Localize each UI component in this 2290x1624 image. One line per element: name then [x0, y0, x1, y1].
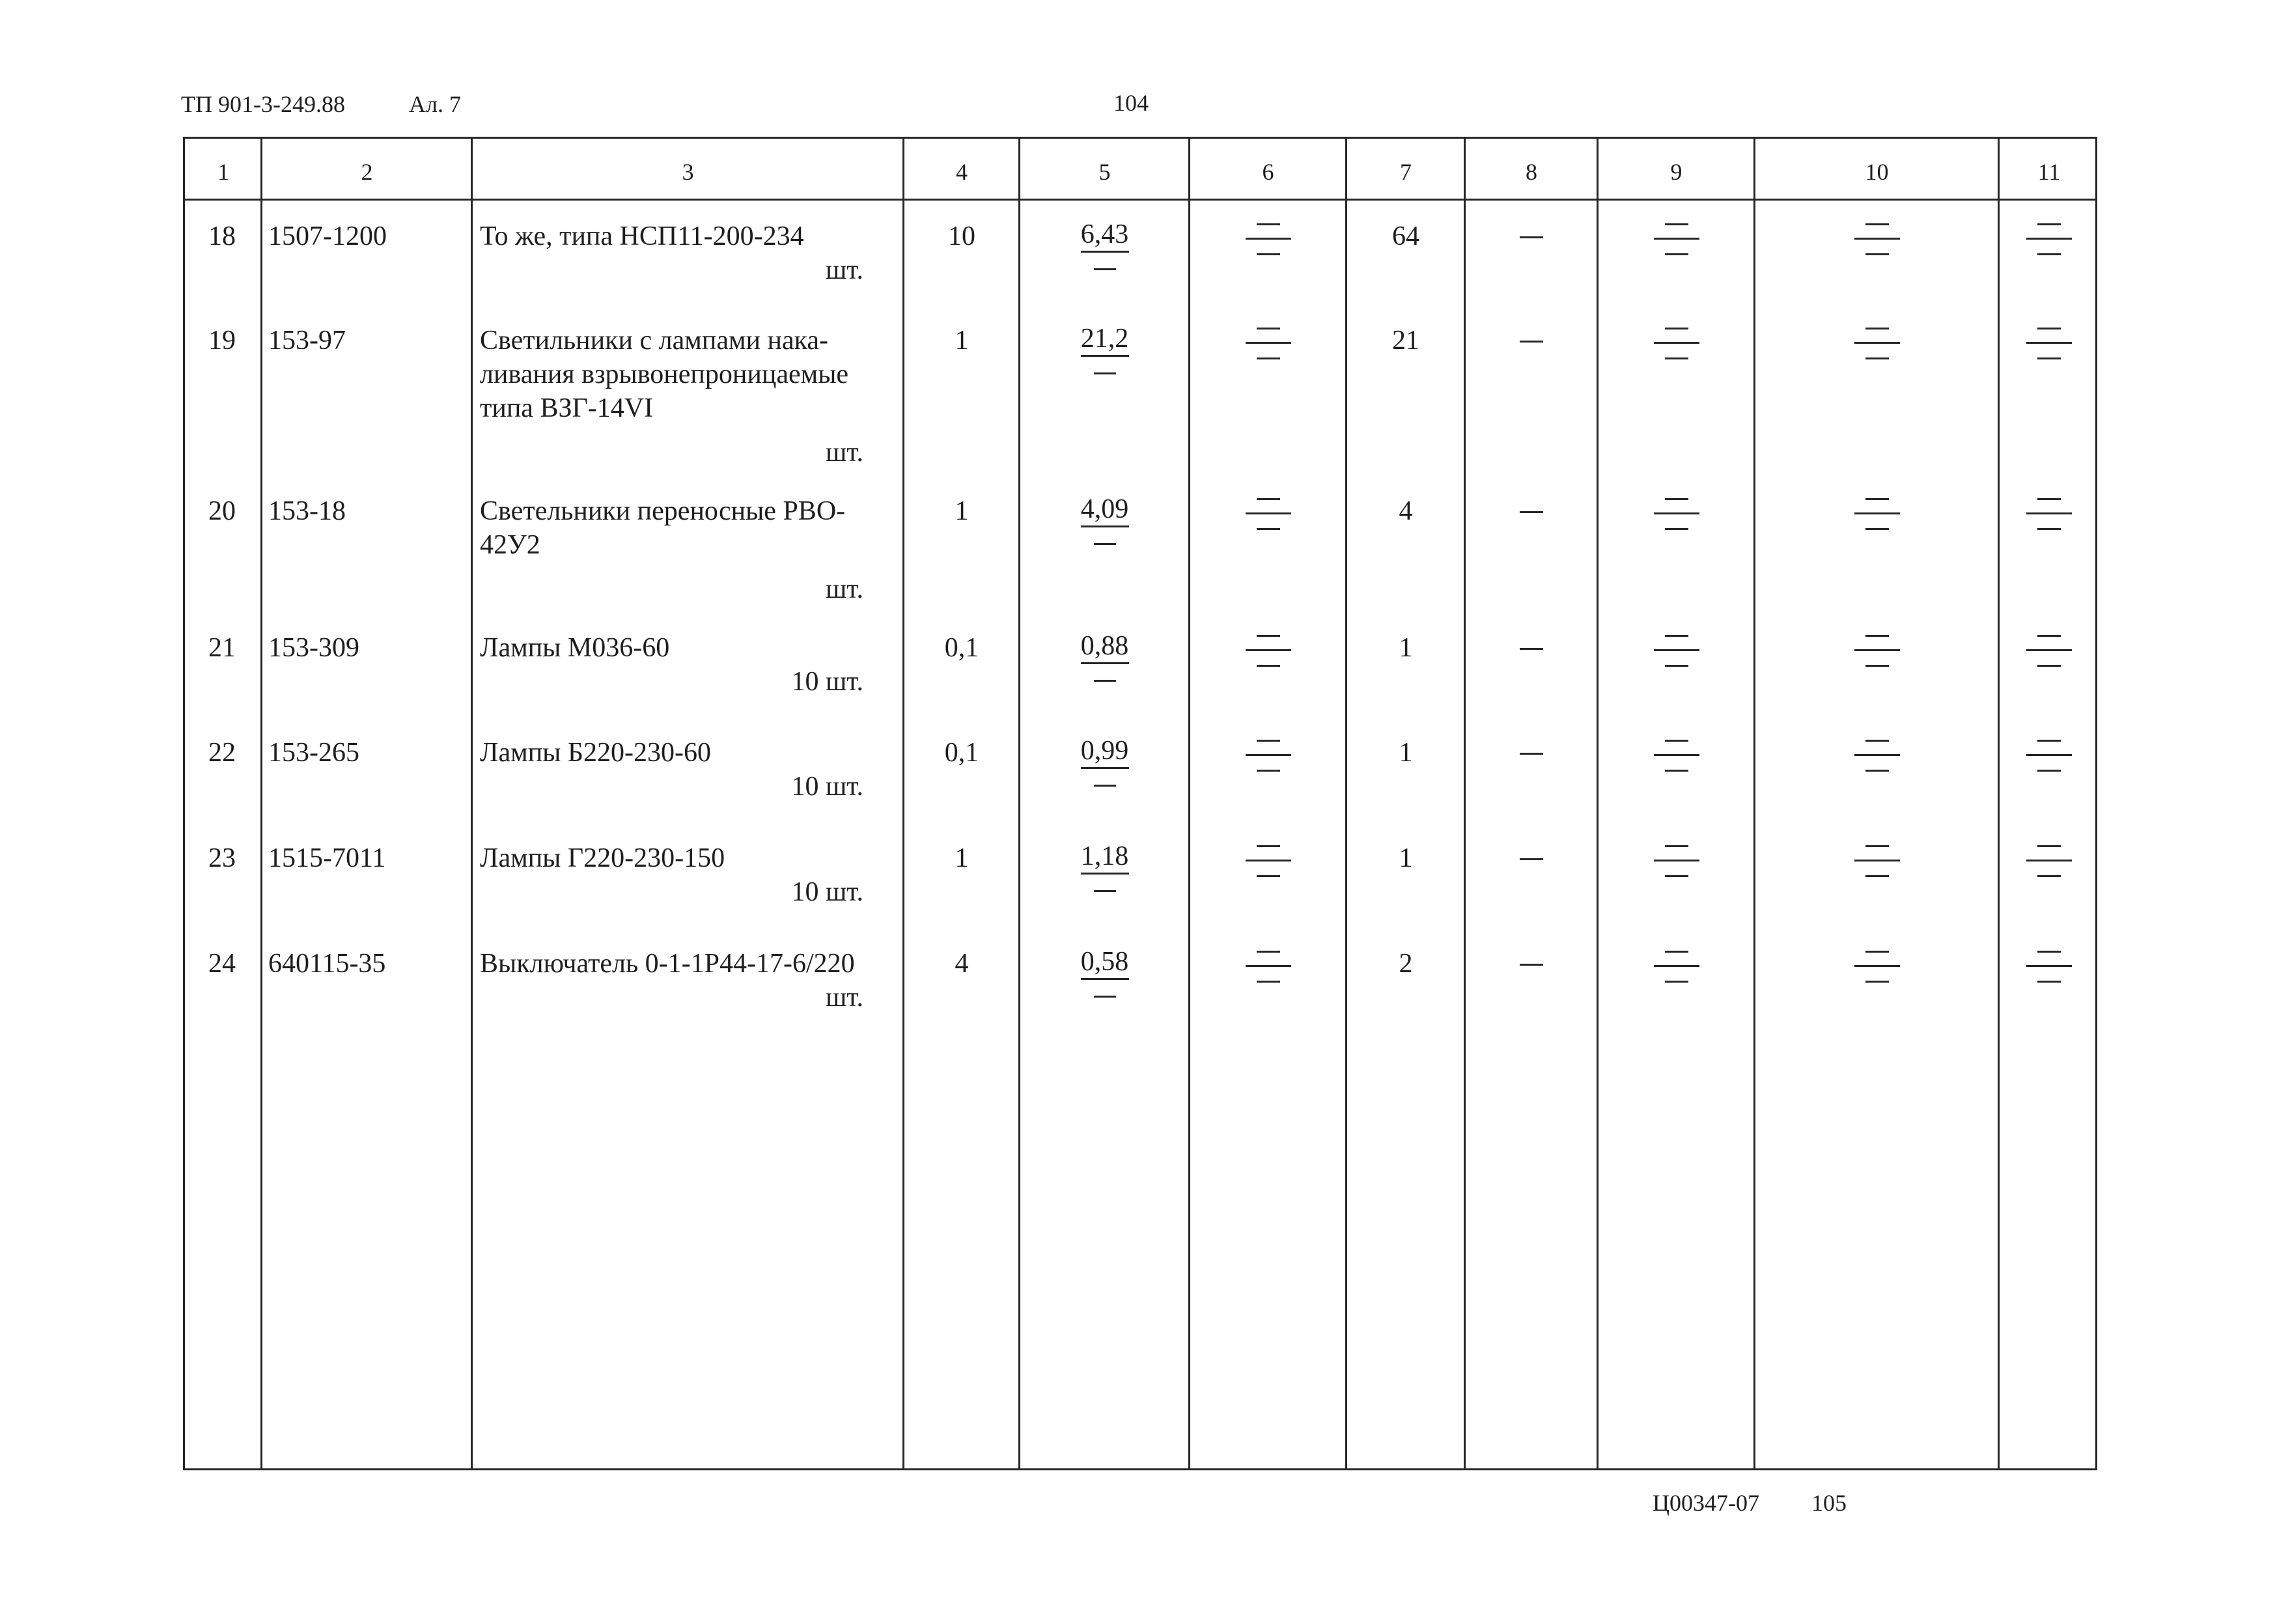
fraction-bar: [1081, 251, 1129, 253]
quantity: 0,1: [944, 738, 979, 768]
fraction-bar: [2026, 965, 2072, 967]
empty-dash: [1865, 223, 1889, 225]
header-separator: [185, 199, 2095, 201]
empty-dash: [1665, 740, 1688, 742]
empty-dash: [1665, 845, 1688, 847]
fraction-bar: [1654, 649, 1699, 651]
fraction-bar: [1081, 662, 1129, 664]
total-value: 1: [1399, 738, 1413, 768]
total-value: 2: [1399, 949, 1413, 979]
column-number: 9: [1670, 159, 1683, 185]
item-name-line: Лампы М036-60: [480, 633, 670, 663]
quantity: 1: [955, 326, 969, 356]
empty-dash: [1865, 981, 1889, 983]
empty-dash: [2037, 635, 2061, 637]
empty-dash: [1865, 845, 1889, 847]
empty-dash: [1257, 357, 1280, 359]
fraction-bar: [2026, 238, 2072, 240]
column-number: 11: [2037, 159, 2061, 185]
empty-dash: [1520, 648, 1543, 650]
quantity: 4: [955, 949, 969, 979]
column-number: 10: [1865, 159, 1889, 185]
column-number: 5: [1098, 159, 1111, 185]
empty-dash: [1665, 635, 1688, 637]
unit-price: [1059, 841, 1151, 892]
unit-price-value: 4,09: [1080, 494, 1129, 524]
empty-dash: [1257, 223, 1280, 225]
item-name-line: ливания взрывонепроницаемые: [480, 359, 849, 389]
empty-dash: [1257, 770, 1280, 772]
unit-price-value: 6,43: [1080, 219, 1129, 249]
empty-dash: [2037, 845, 2061, 847]
empty-dash: [2037, 253, 2061, 255]
empty-dash: [1665, 328, 1688, 329]
item-name-line: Лампы Б220-230-60: [480, 738, 711, 768]
item-code: 153-309: [268, 633, 359, 663]
row-number: 19: [208, 326, 236, 356]
total-value: 21: [1392, 326, 1419, 356]
empty-dash: [1094, 680, 1116, 682]
empty-dash: [1865, 770, 1889, 772]
column-divider: [1998, 139, 2000, 1468]
fraction-bar: [1081, 873, 1129, 875]
empty-dash: [1665, 981, 1688, 983]
unit-price: [1059, 494, 1151, 545]
empty-dash: [1520, 858, 1543, 860]
page-number: 104: [1113, 90, 1149, 116]
column-number: 1: [217, 159, 229, 185]
fraction-bar: [1654, 342, 1699, 344]
empty-dash: [1257, 635, 1280, 637]
empty-dash: [1665, 498, 1688, 500]
row-number: 22: [208, 738, 236, 768]
empty-dash: [1865, 357, 1889, 359]
empty-dash: [1094, 785, 1116, 787]
empty-dash: [2037, 770, 2061, 772]
fraction-bar: [1854, 860, 1900, 861]
fraction-bar: [1654, 512, 1699, 514]
footer-page-number: 105: [1811, 1490, 1847, 1516]
empty-dash: [1665, 875, 1688, 877]
column-number: 6: [1262, 159, 1274, 185]
empty-dash: [1665, 951, 1688, 953]
row-number: 24: [208, 949, 236, 979]
item-unit: шт.: [825, 574, 863, 604]
fraction-bar: [1081, 525, 1129, 527]
fraction-bar: [2026, 754, 2072, 756]
item-unit: 10 шт.: [791, 667, 863, 697]
empty-dash: [2037, 951, 2061, 953]
empty-dash: [1665, 770, 1688, 772]
empty-dash: [2037, 357, 2061, 359]
item-code: 640115-35: [268, 949, 386, 979]
empty-dash: [1865, 665, 1889, 667]
empty-dash: [1865, 875, 1889, 877]
item-name-line: Светельники переносные РВО-: [480, 496, 846, 526]
empty-dash: [1665, 665, 1688, 667]
empty-dash: [1520, 964, 1543, 966]
fraction-bar: [1246, 965, 1291, 967]
empty-dash: [1865, 328, 1889, 329]
empty-dash: [2037, 665, 2061, 667]
empty-dash: [1257, 528, 1280, 530]
fraction-bar: [1854, 342, 1900, 344]
footer-code: Ц00347-07: [1653, 1490, 1759, 1516]
fraction-bar: [2026, 512, 2072, 514]
empty-dash: [1865, 253, 1889, 255]
unit-price-value: 0,99: [1080, 736, 1129, 766]
unit-price: [1059, 631, 1151, 682]
column-number: 4: [956, 159, 968, 185]
empty-dash: [1520, 341, 1543, 343]
empty-dash: [1865, 740, 1889, 742]
fraction-bar: [2026, 649, 2072, 651]
fraction-bar: [1246, 754, 1291, 756]
column-number: 3: [682, 159, 694, 185]
fraction-bar: [1654, 860, 1699, 861]
empty-dash: [1094, 543, 1116, 545]
fraction-bar: [1246, 512, 1291, 514]
total-value: 64: [1392, 221, 1419, 251]
quantity: 1: [955, 496, 969, 526]
item-code: 153-18: [268, 496, 346, 526]
item-name-line: Светильники с лампами нака-: [480, 326, 829, 356]
column-divider: [260, 139, 262, 1468]
item-unit: 10 шт.: [791, 772, 863, 802]
empty-dash: [1865, 498, 1889, 500]
column-number: 7: [1400, 159, 1412, 185]
fraction-bar: [1854, 754, 1900, 756]
item-code: 1515-7011: [268, 843, 386, 873]
column-number: 2: [361, 159, 373, 185]
empty-dash: [1094, 996, 1116, 998]
unit-price-value: 1,18: [1080, 841, 1129, 871]
column-divider: [1188, 139, 1190, 1468]
fraction-bar: [1246, 649, 1291, 651]
empty-dash: [1665, 357, 1688, 359]
fraction-bar: [2026, 860, 2072, 861]
item-code: 153-265: [268, 738, 359, 768]
empty-dash: [2037, 740, 2061, 742]
fraction-bar: [1246, 238, 1291, 240]
quantity: 1: [955, 843, 969, 873]
empty-dash: [1257, 328, 1280, 329]
fraction-bar: [1654, 965, 1699, 967]
empty-dash: [1865, 951, 1889, 953]
empty-dash: [1865, 528, 1889, 530]
item-name-line: То же, типа НСП11-200-234: [480, 221, 804, 251]
empty-dash: [1257, 253, 1280, 255]
empty-dash: [2037, 498, 2061, 500]
unit-price: [1059, 219, 1151, 270]
empty-dash: [1257, 740, 1280, 742]
item-code: 1507-1200: [268, 221, 387, 251]
empty-dash: [2037, 223, 2061, 225]
empty-dash: [1257, 951, 1280, 953]
fraction-bar: [1854, 238, 1900, 240]
row-number: 18: [208, 221, 236, 251]
empty-dash: [1520, 236, 1543, 238]
empty-dash: [1520, 511, 1543, 513]
column-number: 8: [1526, 159, 1537, 185]
item-name-line: Выключатель 0-1-1Р44-17-6/220: [480, 949, 855, 979]
unit-price: [1059, 947, 1151, 998]
empty-dash: [1094, 890, 1116, 892]
unit-price-value: 21,2: [1080, 324, 1129, 354]
fraction-bar: [1654, 754, 1699, 756]
empty-dash: [1094, 372, 1116, 374]
item-unit: шт.: [825, 255, 863, 285]
empty-dash: [1094, 268, 1116, 270]
unit-price: [1059, 736, 1151, 787]
unit-price-value: 0,58: [1080, 947, 1129, 977]
empty-dash: [1665, 528, 1688, 530]
empty-dash: [1665, 253, 1688, 255]
fraction-bar: [1246, 860, 1291, 861]
document-code: ТП 901-3-249.88: [181, 91, 345, 117]
fraction-bar: [1081, 978, 1129, 980]
column-divider: [1597, 139, 1599, 1468]
empty-dash: [1865, 635, 1889, 637]
empty-dash: [2037, 528, 2061, 530]
empty-dash: [2037, 981, 2061, 983]
item-unit: шт.: [825, 983, 863, 1013]
empty-dash: [2037, 875, 2061, 877]
item-unit: шт.: [825, 437, 863, 468]
sheet-label: Ал. 7: [409, 91, 461, 117]
column-divider: [1753, 139, 1755, 1468]
row-number: 21: [208, 633, 236, 663]
total-value: 1: [1399, 843, 1413, 873]
item-code: 153-97: [268, 326, 346, 356]
quantity: 0,1: [944, 633, 979, 663]
empty-dash: [2037, 328, 2061, 329]
fraction-bar: [1854, 965, 1900, 967]
fraction-bar: [1654, 238, 1699, 240]
empty-dash: [1257, 498, 1280, 500]
empty-dash: [1520, 753, 1543, 755]
row-number: 23: [208, 843, 236, 873]
row-number: 20: [208, 496, 236, 526]
item-unit: 10 шт.: [791, 877, 863, 907]
fraction-bar: [1854, 512, 1900, 514]
fraction-bar: [1081, 767, 1129, 769]
unit-price-value: 0,88: [1080, 631, 1129, 661]
item-name-line: Лампы Г220-230-150: [480, 843, 725, 873]
empty-dash: [1257, 665, 1280, 667]
specification-table: [183, 137, 2097, 1470]
empty-dash: [1257, 845, 1280, 847]
empty-dash: [1257, 875, 1280, 877]
fraction-bar: [2026, 342, 2072, 344]
total-value: 4: [1399, 496, 1413, 526]
total-value: 1: [1399, 633, 1413, 663]
empty-dash: [1665, 223, 1688, 225]
quantity: 10: [948, 221, 975, 251]
fraction-bar: [1081, 355, 1129, 357]
column-divider: [471, 139, 473, 1468]
item-name-line: типа ВЗГ-14VI: [480, 393, 654, 423]
unit-price: [1059, 324, 1151, 374]
empty-dash: [1257, 981, 1280, 983]
fraction-bar: [1246, 342, 1291, 344]
fraction-bar: [1854, 649, 1900, 651]
item-name-line: 42У2: [480, 530, 540, 560]
